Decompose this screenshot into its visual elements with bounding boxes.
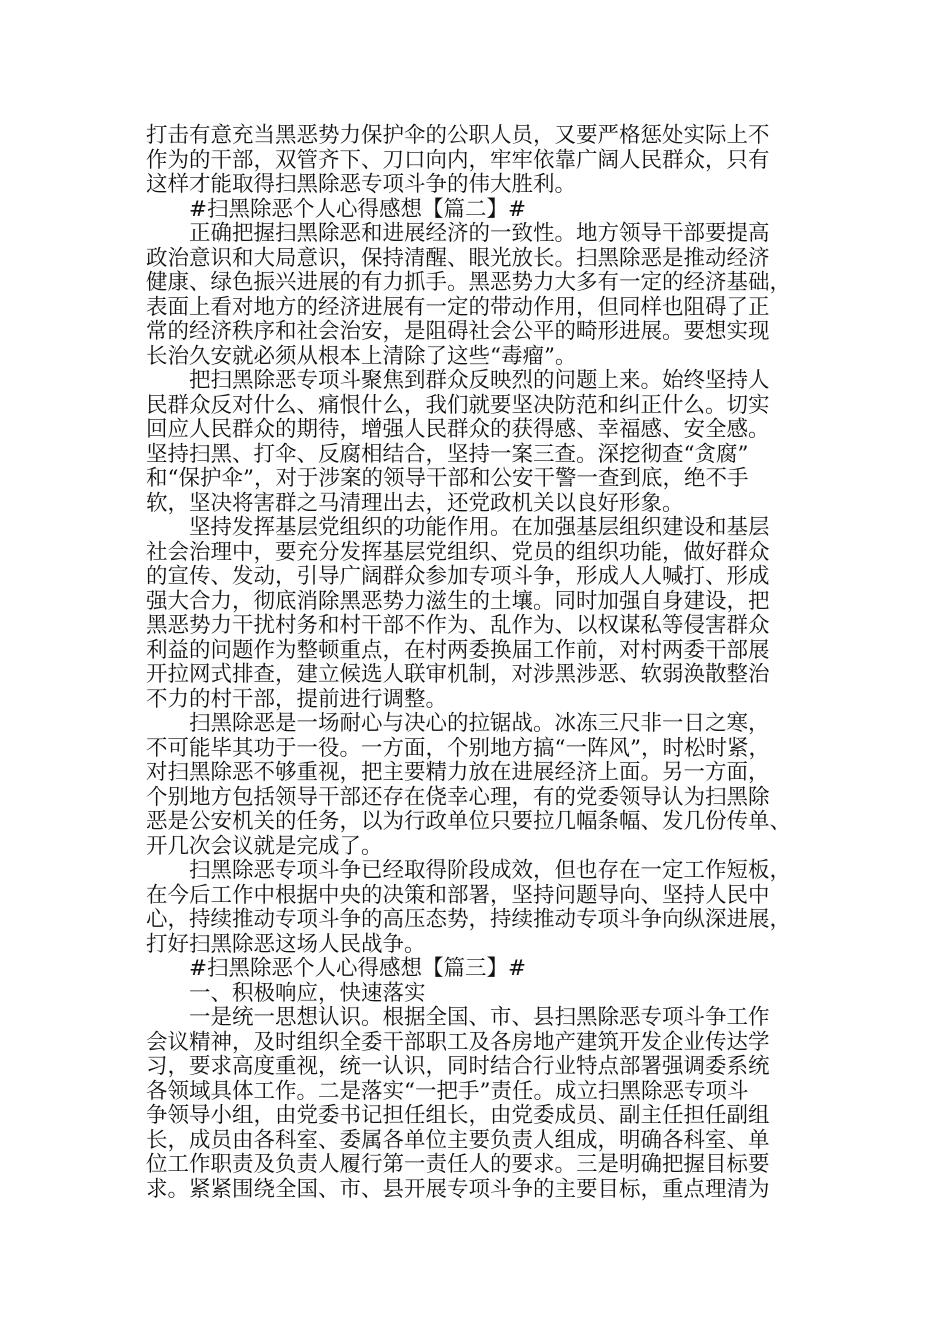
text-line: 常的经济秩序和社会治安，是阻碍社会公平的畸形进展。要想实现 — [146, 319, 770, 344]
text-line: 软，坚决将害群之马清理出去，还党政机关以良好形象。 — [146, 490, 684, 516]
text-line: 回应人民群众的期待，增强人民群众的获得感、幸福感、安全感。 — [146, 417, 770, 442]
text-line: 扫黑除恶专项斗争已经取得阶段成效，但也存在一定工作短板， — [189, 858, 792, 883]
text-line: 打击有意充当黑恶势力保护伞的公职人员，又要严格惩处实际上不 — [146, 123, 770, 148]
document-page — [146, 124, 811, 1202]
text-line: 对扫黑除恶不够重视，把主要精力放在进展经济上面。另一方面， — [146, 760, 770, 785]
text-line: 政治意识和大局意识，保持清醒、眼光放长。扫黑除恶是推动经济 — [146, 245, 770, 271]
text-line: 在今后工作中根据中央的决策和部署，坚持问题导向、坚持人民中 — [146, 882, 770, 908]
text-line: 表面上看对地方的经济进展有一定的带动作用，但同样也阻碍了正 — [146, 294, 770, 320]
text-line: 强大合力，彻底消除黑恶势力滋生的土壤。同时加强自身建设，把 — [146, 588, 770, 614]
document-body — [146, 124, 811, 1202]
text-line: 长治久安就必须从根本上清除了这些“毒瘤”。 — [146, 343, 577, 369]
text-line: 各领域具体工作。二是落实“一把手”责任。成立扫黑除恶专项斗 — [146, 1078, 749, 1104]
text-line: 不力的村干部，提前进行调整。 — [146, 686, 448, 712]
text-line: 不可能毕其功于一役。一方面，个别地方搞“一阵风”，时松时紧， — [146, 735, 770, 761]
text-line: 求。紧紧围绕全国、市、县开展专项斗争的主要目标，重点理清为 — [146, 1176, 770, 1202]
text-line: 一是统一思想认识。根据全国、市、县扫黑除恶专项斗争工作 — [189, 1005, 770, 1030]
text-line: 民群众反对什么、痛恨什么，我们就要坚决防范和纠正什么。切实 — [146, 392, 770, 418]
text-line: 习，要求高度重视，统一认识，同时结合行业特点部署强调委系统 — [146, 1054, 770, 1079]
text-line: 个别地方包括领导干部还存在侥幸心理，有的党委领导认为扫黑除 — [146, 784, 770, 810]
text-line: 心，持续推动专项斗争的高压态势，持续推动专项斗争向纵深进展， — [146, 907, 792, 932]
text-line: 这样才能取得扫黑除恶专项斗争的伟大胜利。 — [146, 172, 577, 197]
text-line: 正确把握扫黑除恶和进展经济的一致性。地方领导干部要提高 — [189, 221, 770, 246]
text-line: 作为的干部，双管齐下、刀口向内，牢牢依靠广阔人民群众，只有 — [146, 147, 770, 173]
text-line: 社会治理中，要充分发挥基层党组织、党员的组织功能，做好群众 — [146, 539, 770, 565]
text-line: #扫黑除恶个人心得感想【篇三】# — [189, 956, 527, 981]
text-line: 和“保护伞”，对于涉案的领导干部和公安干警一查到底，绝不手 — [146, 466, 749, 491]
text-line: 长，成员由各科室、委属各单位主要负责人组成，明确各科室、单 — [146, 1127, 770, 1153]
text-line: 把扫黑除恶专项斗聚焦到群众反映烈的问题上来。始终坚持人 — [189, 368, 770, 393]
text-line: 利益的问题作为整顿重点，在村两委换届工作前，对村两委干部展 — [146, 637, 770, 663]
text-line: 坚持扫黑、打伞、反腐相结合，坚持一案三查。深挖彻查“贪腐” — [146, 441, 749, 467]
text-line: 位工作职责及负责人履行第一责任人的要求。三是明确把握目标要 — [146, 1152, 770, 1177]
text-line: 打好扫黑除恶这场人民战争。 — [146, 931, 426, 957]
text-line: 恶是公安机关的任务，以为行政单位只要拉几幅条幅、发几份传单、 — [146, 809, 792, 834]
text-line: 一、积极响应，快速落实 — [189, 980, 426, 1006]
text-line: 的宣传、发动，引导广阔群众参加专项斗争，形成人人喊打、形成 — [146, 564, 770, 589]
text-line: 开拉网式排查，建立候选人联审机制，对涉黑涉恶、软弱涣散整治 — [146, 662, 770, 687]
text-line: 争领导小组，由党委书记担任组长，由党委成员、副主任担任副组 — [146, 1103, 770, 1128]
text-line: 黑恶势力干扰村务和村干部不作为、乱作为、以权谋私等侵害群众 — [146, 613, 770, 638]
text-line: 健康、绿色振兴进展的有力抓手。黑恶势力大多有一定的经济基础， — [146, 270, 792, 295]
text-line: 坚持发挥基层党组织的功能作用。在加强基层组织建设和基层 — [189, 515, 770, 540]
text-line: 会议精神，及时组织全委干部职工及各房地产建筑开发企业传达学 — [146, 1029, 770, 1055]
text-line: 开几次会议就是完成了。 — [146, 833, 383, 859]
text-line: 扫黑除恶是一场耐心与决心的拉锯战。冰冻三尺非一日之寒， — [189, 711, 770, 736]
text-line: #扫黑除恶个人心得感想【篇二】# — [189, 196, 527, 222]
